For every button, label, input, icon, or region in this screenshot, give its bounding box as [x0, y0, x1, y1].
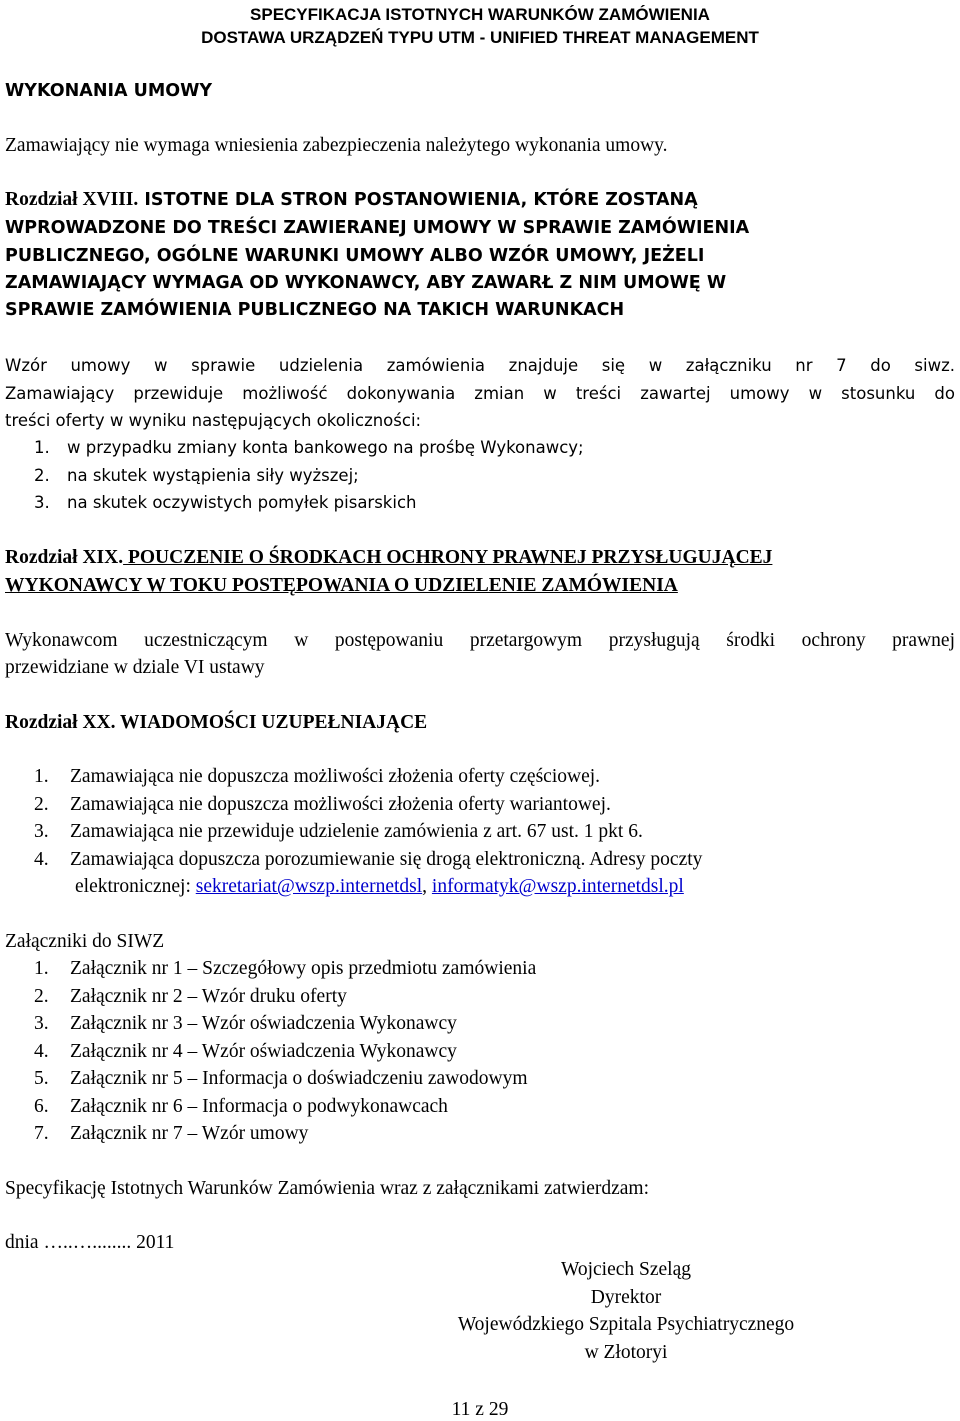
section-18-heading-line-2: WPROWADZONE DO TREŚCI ZAWIERANEJ UMOWY W SPRAWIE ZAMÓWIENIA [5, 218, 750, 238]
list-number: 4. [34, 1041, 49, 1062]
section-18-heading-line-3: PUBLICZNEGO, OGÓLNE WARUNKI UMOWY ALBO WZÓR UMOWY, JEŻELI [5, 246, 705, 266]
attachment-item [0, 1040, 457, 1064]
section-18-list-item [0, 464, 359, 488]
list-text: Załącznik nr 5 – Informacja o doświadczeniu zawodowym [70, 1068, 528, 1089]
attachment-item [0, 1067, 528, 1091]
section-20-list-item [0, 765, 600, 789]
list-number: 6. [34, 1096, 49, 1117]
approval-text: Specyfikację Istotnych Warunków Zamówienia wraz z załącznikami zatwierdzam: [5, 1178, 649, 1199]
section-18-heading-line-5: SPRAWIE ZAMÓWIENIA PUBLICZNEGO NA TAKICH WARUNKACH [5, 300, 625, 320]
list-text: Załącznik nr 1 – Szczegółowy opis przedmiotu zamówienia [70, 958, 537, 979]
signature-name: Wojciech Szeląg [561, 1259, 691, 1280]
list-text: Załącznik nr 7 – Wzór umowy [70, 1123, 309, 1144]
list-number: 2. [34, 794, 49, 815]
list-number: 1. [34, 438, 50, 457]
list-text: Załącznik nr 2 – Wzór druku oferty [70, 986, 347, 1007]
attachments-heading: Załączniki do SIWZ [5, 931, 165, 952]
list-number: 3. [34, 1013, 49, 1034]
section-17-text: Zamawiający nie wymaga wniesienia zabezpieczenia należytego wykonania umowy. [5, 135, 668, 156]
list-text: na skutek wystąpienia siły wyższej; [67, 466, 359, 485]
list-text: Zamawiająca dopuszcza porozumiewanie się drogą elektroniczną. Adresy poczty [70, 849, 703, 870]
email-link-it[interactable]: informatyk@wszp.internetdsl.pl [431, 876, 684, 897]
page-number: 11 z 29 [451, 1399, 509, 1420]
email-separator: , [422, 876, 432, 897]
list-text: Załącznik nr 3 – Wzór oświadczenia Wykonawcy [70, 1013, 457, 1034]
list-text: na skutek oczywistych pomyłek pisarskich [67, 493, 417, 512]
section-18-list-item [0, 436, 584, 460]
section-18-paragraph-line-2: Zamawiający przewiduje możliwość dokonywania zmian w treści zawartej umowy w stosunku do [5, 384, 955, 403]
list-text: Zamawiająca nie przewiduje udzielenie zamówienia z art. 67 ust. 1 pkt 6. [70, 821, 643, 842]
section-19-heading-line-1 [5, 546, 772, 570]
signature-role: Dyrektor [590, 1287, 662, 1308]
section-20-list-item [0, 793, 611, 817]
list-number: 1. [34, 766, 49, 787]
list-number: 7. [34, 1123, 49, 1144]
header-subtitle: DOSTAWA URZĄDZEŃ TYPU UTM - UNIFIED THREAT MANAGEMENT [201, 28, 759, 47]
attachment-item [0, 1012, 457, 1036]
section-19-heading-prefix: Rozdział XIX. [5, 547, 124, 568]
section-18-heading-text: ISTOTNE DLA STRON POSTANOWIENIA, KTÓRE ZOSTANĄ [138, 190, 698, 210]
attachment-item [0, 1095, 448, 1119]
section-19-paragraph-line-2: przewidziane w dziale VI ustawy [5, 657, 265, 678]
header-title: SPECYFIKACJA ISTOTNYCH WARUNKÓW ZAMÓWIENIA [250, 5, 710, 24]
list-number: 1. [34, 958, 49, 979]
date-line: dnia …..…........ 2011 [5, 1232, 175, 1253]
section-18-heading-line-4: ZAMAWIAJĄCY WYMAGA OD WYKONAWCY, ABY ZAWARŁ Z NIM UMOWĘ W [5, 273, 727, 293]
attachment-item [0, 985, 347, 1009]
list-text: w przypadku zmiany konta bankowego na prośbę Wykonawcy; [67, 438, 584, 457]
list-text: Zamawiająca nie dopuszcza możliwości złożenia oferty częściowej. [70, 766, 601, 787]
signature-place: w Złotoryi [584, 1342, 668, 1363]
section-19-paragraph-line-1: Wykonawcom uczestniczącym w postępowaniu przetargowym przysługują środki ochrony prawnej [5, 630, 955, 651]
attachment-item [0, 1122, 308, 1146]
list-text: Zamawiająca nie dopuszcza możliwości złożenia oferty wariantowej. [70, 794, 611, 815]
section-18-paragraph-line-3: treści oferty w wyniku następujących okoliczności: [5, 411, 422, 430]
section-18-heading-prefix: Rozdział XVIII. [5, 189, 139, 210]
list-text: Załącznik nr 4 – Wzór oświadczenia Wykonawcy [70, 1041, 457, 1062]
list-number: 4. [34, 849, 49, 870]
section-19-heading-text: POUCZENIE O ŚRODKACH OCHRONY PRAWNEJ PRZYSŁUGUJĄCEJ [123, 547, 773, 568]
section-20-list-item [0, 820, 643, 844]
email-prefix: elektronicznej: [75, 876, 196, 897]
section-20-heading: Rozdział XX. WIADOMOŚCI UZUPEŁNIAJĄCE [5, 712, 428, 733]
list-number: 2. [34, 986, 49, 1007]
email-link-secretariat[interactable]: sekretariat@wszp.internetdsl [195, 876, 423, 897]
attachment-item [0, 957, 536, 981]
section-17-heading: WYKONANIA UMOWY [5, 81, 213, 101]
section-18-list-item [0, 491, 416, 515]
section-18-paragraph-line-1: Wzór umowy w sprawie udzielenia zamówienia znajduje się w załączniku nr 7 do siwz. [5, 356, 955, 375]
email-line [75, 875, 684, 899]
list-number: 3. [34, 493, 50, 512]
signature-organization: Wojewódzkiego Szpitala Psychiatrycznego [457, 1314, 795, 1335]
list-number: 5. [34, 1068, 49, 1089]
list-number: 3. [34, 821, 49, 842]
section-20-list-item [0, 848, 702, 872]
section-18-heading-line-1 [5, 188, 698, 212]
list-text: Załącznik nr 6 – Informacja o podwykonawcach [70, 1096, 448, 1117]
section-19-heading-line-2: WYKONAWCY W TOKU POSTĘPOWANIA O UDZIELENIE ZAMÓWIENIA [5, 575, 678, 596]
list-number: 2. [34, 466, 50, 485]
